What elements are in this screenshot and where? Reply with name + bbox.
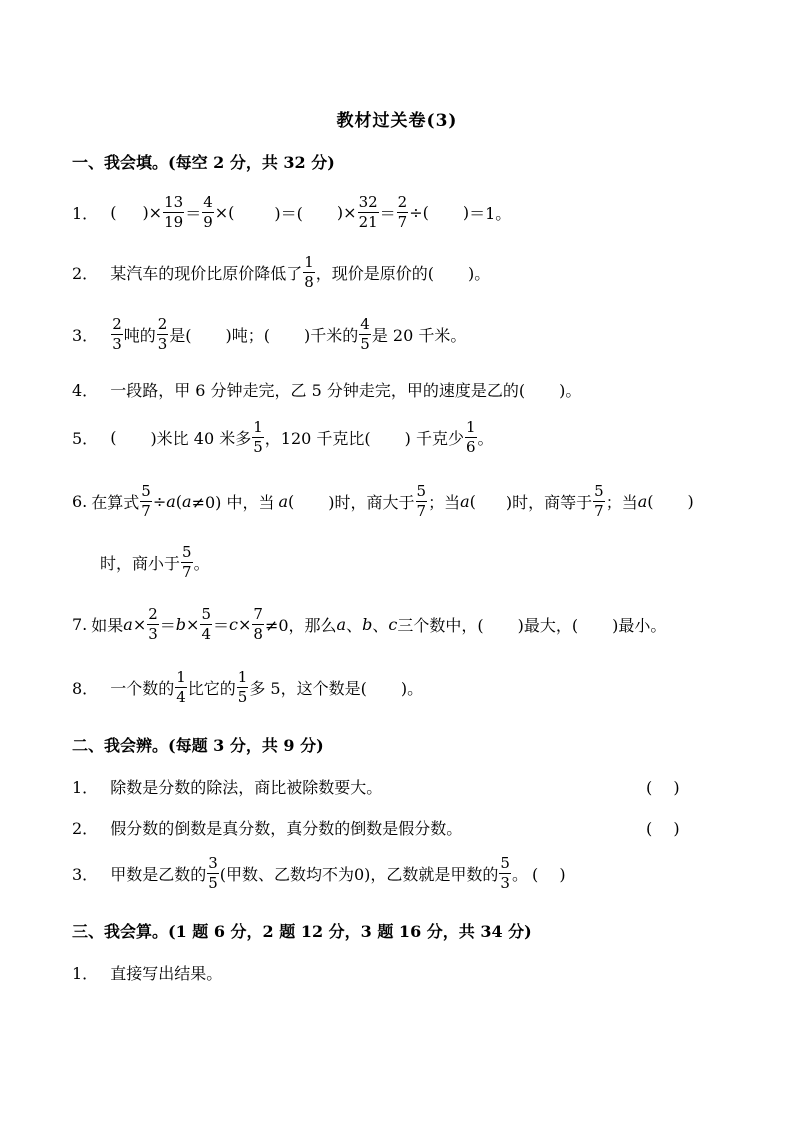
- s1-q3: 3． $\frac{2}{3}$ 吨的 $\frac{2}{3}$ 是( )吨；( )千米的 $\frac{4}{5}$ 是 20 千米。: [72, 315, 467, 353]
- section1-heading: 一、我会填。(每空 2 分，共 32 分): [72, 153, 335, 172]
- fraction: $\frac{2}{3}$: [112, 315, 122, 353]
- s1-q5: 5． ( )米比 40 米多 $\frac{1}{5}$ ，120 千克比( ) 千克少 $\frac{1}{6}$ 。: [72, 418, 494, 456]
- s1-q8: 8． 一个数的 $\frac{1}{4}$ 比它的 $\frac{1}{5}$ 多 5，这个数是( )。: [72, 668, 424, 706]
- fraction: $\frac{5}{7}$: [416, 482, 427, 520]
- s1-q7: 7. 如果 a × $\frac{2}{3}$ ＝ b × $\frac{5}{4}$ ＝ c × $\frac{7}{8}$ ≠0，那么 a 、 b 、 c 三个数中，( )最大，( )最小。: [72, 605, 667, 643]
- s2-q3: 3． 甲数是乙数的 $\frac{3}{5}$ (甲数、乙数均不为0)，乙数就是甲数的 $\frac{5}{3}$ 。 ( ): [72, 854, 566, 892]
- s1-q6-cont: 时，商小于 $\frac{5}{7}$ 。: [100, 543, 210, 581]
- fraction: $\frac{1}{8}$: [304, 253, 314, 291]
- fraction: $\frac{5}{7}$: [594, 482, 604, 520]
- judge-parens[interactable]: ( ): [531, 865, 566, 884]
- section2-heading: 二、我会辨。(每题 3 分，共 9 分): [72, 736, 324, 755]
- fraction: $\frac{4}{9}$: [203, 193, 213, 231]
- s2-q2: 2． 假分数的倒数是真分数，真分数的倒数是假分数。 ( ): [72, 816, 734, 839]
- judge-parens[interactable]: ( ): [646, 819, 680, 838]
- fraction: $\frac{5}{4}$: [201, 605, 211, 643]
- fraction: $\frac{1}{4}$: [176, 668, 186, 706]
- fraction: $\frac{32}{21}$: [358, 193, 378, 231]
- s1-q2: 2． 某汽车的现价比原价降低了 $\frac{1}{8}$ ，现价是原价的( )。: [72, 253, 491, 291]
- s1-q4: 4． 一段路，甲 6 分钟走完，乙 5 分钟走完，甲的速度是乙的( )。: [72, 381, 582, 400]
- section3-heading: 三、我会算。(1 题 6 分，2 题 12 分，3 题 16 分，共 34 分): [72, 922, 532, 941]
- fraction: $\frac{5}{7}$: [182, 543, 192, 581]
- fraction: $\frac{2}{3}$: [148, 605, 158, 643]
- fraction: $\frac{4}{5}$: [360, 315, 370, 353]
- s3-q1: 1． 直接写出结果。: [72, 964, 223, 983]
- fraction: $\frac{5}{3}$: [500, 854, 510, 892]
- fraction: $\frac{13}{19}$: [164, 193, 184, 231]
- fraction: $\frac{1}{5}$: [237, 668, 248, 706]
- fraction: $\frac{7}{8}$: [253, 605, 263, 643]
- fraction: $\frac{2}{3}$: [157, 315, 168, 353]
- s2-q1: 1． 除数是分数的除法，商比被除数要大。 ( ): [72, 775, 734, 798]
- fraction: $\frac{1}{5}$: [253, 418, 263, 456]
- fraction: $\frac{1}{6}$: [465, 418, 476, 456]
- judge-parens[interactable]: ( ): [646, 778, 680, 797]
- fraction: $\frac{2}{7}$: [397, 193, 408, 231]
- page-title: 教材过关卷(3): [336, 111, 458, 131]
- s1-q1: 1． ( )× $\frac{13}{19}$ ＝ $\frac{4}{9}$ ×( )＝( )× $\frac{32}{21}$ ＝ $\frac{2}{7}$ ÷( ) ＝1。: [72, 193, 512, 231]
- s1-q6: 6. 在算式 $\frac{5}{7}$ ÷ a ( a ≠0) 中，当 a ( )时，商大于 $\frac{5}{7}$ ；当 a ( )时，商等于 $\frac{5}{7}$ ；当 a ( ): [72, 482, 694, 520]
- fraction: $\frac{3}{5}$: [208, 854, 218, 892]
- fraction: $\frac{5}{7}$: [141, 482, 151, 520]
